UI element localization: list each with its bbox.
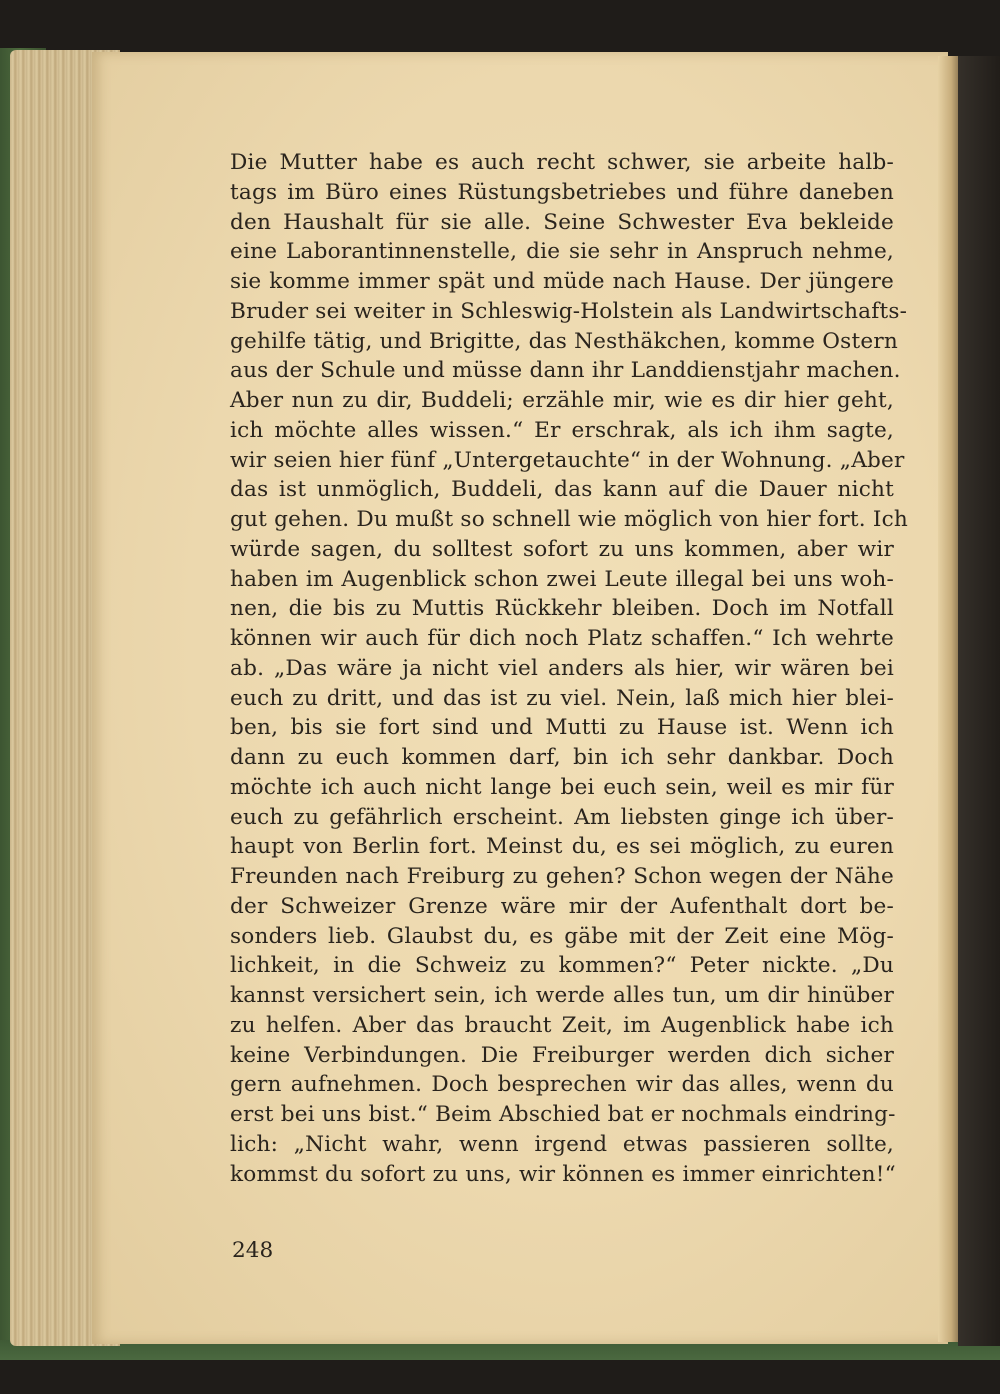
text-line: würde sagen, du solltest sofort zu uns kommen, aber wir xyxy=(230,536,894,562)
text-line: möchte ich auch nicht lange bei euch sein, weil es mir für xyxy=(230,774,894,800)
text-line: haben im Augenblick schon zwei Leute illegal bei uns woh- xyxy=(230,566,894,592)
page-number: 248 xyxy=(232,1238,274,1263)
text-line: kannst versichert sein, ich werde alles tun, um dir hinüber xyxy=(230,983,894,1008)
text-line: sie komme immer spät und müde nach Hause. Der jüngere xyxy=(230,269,894,294)
text-line: Freunden nach Freiburg zu gehen? Schon wegen der Nähe xyxy=(230,864,894,889)
text-line: euch zu gefährlich erscheint. Am liebsten ginge ich über- xyxy=(230,804,894,830)
book-cover-right xyxy=(958,56,1000,1346)
text-line: gehilfe tätig, und Brigitte, das Nesthäkchen, komme Ostern xyxy=(230,328,898,354)
text-line: Aber nun zu dir, Buddeli; erzähle mir, wie es dir hier geht, xyxy=(230,388,894,413)
text-line: dann zu euch kommen darf, bin ich sehr dankbar. Doch xyxy=(230,745,894,770)
text-line: keine Verbindungen. Die Freiburger werden dich sicher xyxy=(230,1042,894,1068)
text-line: ben, bis sie fort sind und Mutti zu Hause ist. Wenn ich xyxy=(230,715,894,741)
body-text xyxy=(230,148,909,1189)
text-line: gern aufnehmen. Doch besprechen wir das alles, wenn du xyxy=(230,1072,894,1098)
text-line: können wir auch für dich noch Platz schaffen.“ Ich wehrte xyxy=(230,626,894,651)
text-line: haupt von Berlin fort. Meinst du, es sei möglich, zu euren xyxy=(230,834,894,860)
text-line: tags im Büro eines Rüstungsbetriebes und führe daneben xyxy=(230,179,894,205)
text-line: den Haushalt für sie alle. Seine Schwester Eva bekleide xyxy=(230,209,894,235)
text-line: lichkeit, in die Schweiz zu kommen?“ Peter nickte. „Du xyxy=(230,953,894,979)
text-line: nen, die bis zu Muttis Rückkehr bleiben. Doch im Notfall xyxy=(230,596,894,622)
text-line: wir seien hier fünf „Untergetauchte“ in der Wohnung. „Aber xyxy=(230,447,905,473)
text-line: kommst du sofort zu uns, wir können es immer einrichten!“ xyxy=(230,1161,896,1187)
text-line: erst bei uns bist.“ Beim Abschied bat er nochmals eindring- xyxy=(230,1102,896,1127)
page-gutter xyxy=(938,56,960,1342)
text-line: Die Mutter habe es auch recht schwer, sie arbeite halb- xyxy=(230,150,894,175)
text-line: lich: „Nicht wahr, wenn irgend etwas passieren sollte, xyxy=(230,1131,894,1157)
text-line: eine Laborantinnenstelle, die sie sehr in Anspruch nehme, xyxy=(230,239,894,265)
text-line: zu helfen. Aber das braucht Zeit, im Augenblick habe ich xyxy=(230,1012,894,1038)
text-line: aus der Schule und müsse dann ihr Landdienstjahr machen. xyxy=(230,358,901,384)
text-line: sonders lieb. Glaubst du, es gäbe mit der Zeit eine Mög- xyxy=(230,923,894,949)
text-line: ab. „Das wäre ja nicht viel anders als hier, wir wären bei xyxy=(230,655,894,681)
text-line: gut gehen. Du mußt so schnell wie möglich von hier fort. Ich xyxy=(230,507,909,532)
text-line: euch zu dritt, und das ist zu viel. Nein, laß mich hier blei- xyxy=(230,685,894,711)
text-line: der Schweizer Grenze wäre mir der Aufenthalt dort be- xyxy=(230,893,894,919)
text-line: Bruder sei weiter in Schleswig-Holstein als Landwirtschafts- xyxy=(230,298,908,324)
text-line: ich möchte alles wissen.“ Er erschrak, als ich ihm sagte, xyxy=(230,417,894,443)
text-line: das ist unmöglich, Buddeli, das kann auf die Dauer nicht xyxy=(230,477,894,503)
